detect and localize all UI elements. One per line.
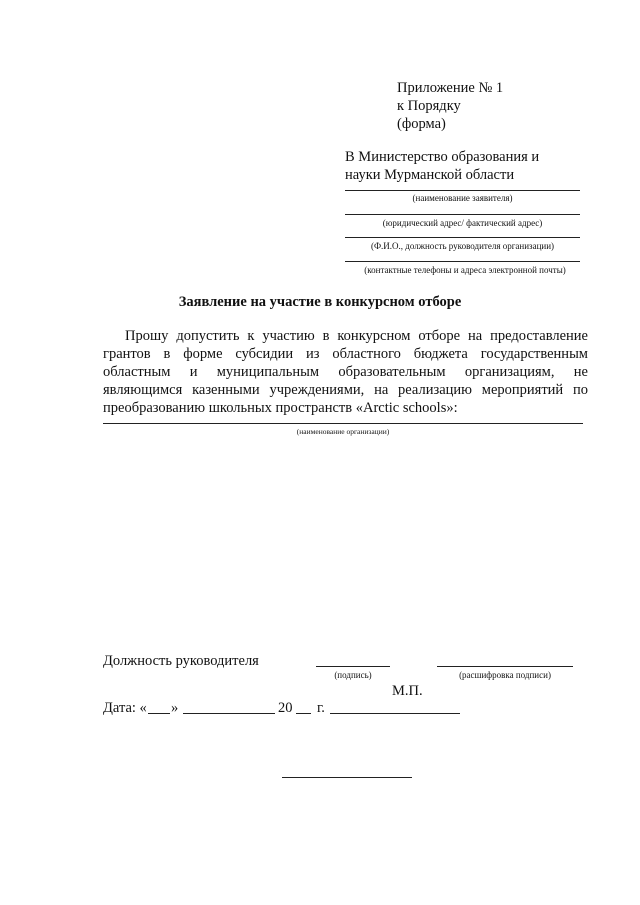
addressee-line-2: науки Мурманской области: [345, 167, 515, 183]
org-name-caption: (наименование организации): [296, 427, 390, 436]
body-line-2: грантов в форме субсидии из областного бюджета государственным: [103, 346, 588, 362]
contacts-line: [345, 261, 580, 262]
signature-decoding-line: [437, 666, 573, 667]
appendix-number: Приложение № 1: [397, 80, 504, 96]
body-paragraph: [103, 327, 588, 417]
date-extra-line: [330, 713, 460, 714]
date-day-line: [148, 713, 170, 714]
head-name-caption: (Ф.И.О., должность руководителя организации): [370, 241, 555, 251]
body-line-4: являющимся казенными учреждениями, на реализацию мероприятий по: [103, 382, 588, 398]
document-title: Заявление на участие в конкурсном отборе: [178, 294, 462, 310]
date-year-line: [296, 713, 311, 714]
appendix-form: (форма): [397, 116, 446, 132]
position-label: Должность руководителя: [103, 653, 259, 669]
body-line-1: Прошу допустить к участию в конкурсном отборе на предоставление: [125, 328, 588, 344]
body-line-3: областным и муниципальным образовательным организациям, не: [103, 364, 588, 380]
contacts-caption: (контактные телефоны и адреса электронной почты): [364, 265, 566, 275]
org-name-line: [103, 423, 583, 424]
body-line-5: преобразованию школьных пространств «Arctic schools»:: [103, 400, 458, 416]
address-line: [345, 214, 580, 215]
applicant-name-caption: (наименование заявителя): [412, 193, 513, 203]
date-prefix: Дата: «: [103, 700, 147, 716]
appendix-order: к Порядку: [397, 98, 461, 114]
date-year-suffix: г.: [317, 700, 325, 716]
signature-caption: (подпись): [334, 670, 372, 680]
date-day-suffix: »: [171, 700, 179, 716]
date-month-line: [183, 713, 275, 714]
signature-decoding-caption: (расшифровка подписи): [459, 670, 551, 680]
date-year-prefix: 20: [278, 700, 293, 716]
closing-separator: [282, 777, 412, 778]
signature-line: [316, 666, 390, 667]
applicant-name-line: [345, 190, 580, 191]
head-name-line: [345, 237, 580, 238]
address-caption: (юридический адрес/ фактический адрес): [382, 218, 543, 228]
stamp-label: М.П.: [392, 683, 423, 699]
addressee-line-1: В Министерство образования и: [345, 149, 540, 165]
